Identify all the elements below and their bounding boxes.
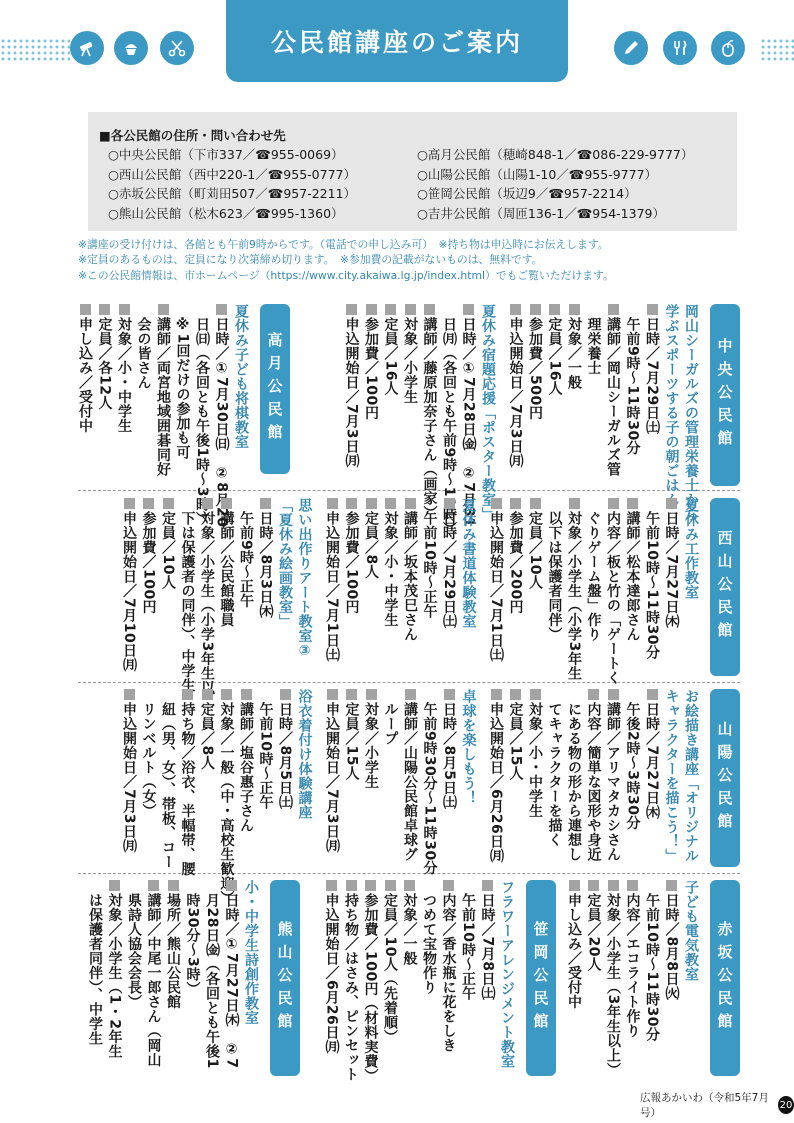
course-detail <box>642 689 662 820</box>
course-detail-text: 午前10時～正午 <box>257 702 274 810</box>
course-detail-text: 対象／一般（中・高校生歓迎） <box>216 689 236 905</box>
course-detail-text: 対象／一般 <box>399 880 419 966</box>
page-title: 公民館講座のご案内 <box>226 0 568 82</box>
course-detail-continued <box>177 498 197 693</box>
address-item: ○西山公民館（西中220-1／☎955-0777） <box>108 166 356 182</box>
header-dots-right <box>760 38 794 62</box>
course-detail <box>211 304 231 527</box>
course-title <box>231 304 251 449</box>
course-detail-text: 対象／小学生（小学3年生 <box>564 498 584 681</box>
section-label: 山陽公民館 <box>710 689 740 867</box>
course-title-text: 卓球を楽しもう！ <box>460 689 477 805</box>
course-detail-text: 日時／①7月28日㈮ ②7月31 <box>458 304 478 527</box>
address-box <box>88 112 737 231</box>
course-detail-text: 講師／坂本茂巳さん <box>400 498 420 642</box>
course-detail-text: 定員／15人 <box>505 689 525 780</box>
course-detail-text: 申込開始日／7月1日㈯ <box>322 498 342 662</box>
course-detail-text: 対象／小学生（1・2年生 <box>104 880 124 1058</box>
course-detail-text: てキャラクターを描く <box>546 702 563 847</box>
course-title-text: 学ぶスポーツする子の朝ごはん <box>663 304 680 507</box>
section-label: 西山公民館 <box>710 498 740 676</box>
course-detail-text: 持ち物／はさみ、ピンセット <box>341 880 361 1082</box>
course-title <box>681 689 701 863</box>
course-detail-text: 月28日㈮（各回とも午後1 <box>204 893 220 1069</box>
course-detail-text: は保護者同伴）、中学生 <box>87 893 103 1046</box>
course-detail-text: 午前10時～正午 <box>460 893 476 1001</box>
course-detail-text: 午前10時～11時30分 <box>644 893 660 1042</box>
course-detail-text: 申込開始日／6月26日㈪ <box>486 689 506 863</box>
course-detail <box>216 689 236 905</box>
address-item: ○熊山公民館（松木623／☎995-1360） <box>108 205 344 221</box>
address-item: ○中央公民館（下市337／☎955-0069） <box>108 147 344 162</box>
course-detail-text: 対象／小学生 <box>361 689 381 789</box>
course-detail <box>75 304 95 433</box>
course-detail <box>114 304 134 433</box>
address-heading: ■各公民館の住所・問い合わせ先 <box>99 128 286 143</box>
course-detail <box>486 689 506 863</box>
course-detail-text: 定員／16人 <box>380 304 400 395</box>
course-detail-continued <box>255 689 275 809</box>
course-detail-text: 内容／香水瓶に花をしき <box>438 880 458 1053</box>
course-title-text: 浴衣着付け体験講座 <box>296 689 313 820</box>
course-title-text: 夏休み宿題応援「ポスター教室」 <box>480 304 496 522</box>
course-detail-continued <box>419 689 439 875</box>
section-label: 笹岡公民館 <box>526 880 556 1076</box>
course-detail-text: 参加費／100円（材料実費） <box>360 880 380 1083</box>
course-detail <box>564 498 584 681</box>
course-detail-text: ぐりゲーム盤」作り <box>585 511 602 642</box>
course-detail-continued <box>192 304 212 526</box>
course-detail <box>439 689 459 809</box>
course-detail-text: 参加費／500円 <box>525 304 545 420</box>
course-detail-continued <box>138 689 158 818</box>
course-detail-continued <box>124 880 144 1009</box>
course-detail-text: 午後2時～3時30分 <box>624 702 641 830</box>
course-detail-text: 日時／①7月30日㈰ ②8月20 <box>211 304 231 527</box>
course-detail-text: 定員／16人 <box>544 304 564 395</box>
course-detail-continued <box>158 689 178 869</box>
section-divider <box>78 490 740 491</box>
course-detail-text: 講師／公民館職員 <box>216 498 236 627</box>
course-detail <box>486 498 506 662</box>
course-detail-text: 日時／7月27日㈭ <box>661 498 681 629</box>
course-detail-text: 申し込み／受付中 <box>75 304 95 433</box>
course-detail-text: ※1回だけの参加も可 <box>174 317 191 460</box>
course-title <box>241 880 261 1025</box>
course-detail-text: 会の皆さん <box>135 317 152 390</box>
course-detail-text: 日時／8月5日㈯ <box>275 689 295 809</box>
course-detail-text: つめて宝物作り <box>421 893 437 995</box>
address-item: ○笹岡公民館（坂辺9／☎957-2214） <box>417 186 637 201</box>
mouse-icon <box>711 31 745 65</box>
course-detail-text: 参加費／100円 <box>138 498 158 614</box>
course-detail-text: 対象／一般 <box>564 304 584 390</box>
course-detail-text: 日時／7月29日㈯ <box>439 498 459 629</box>
course-detail-text: 紐（男、女）、帯板、コー <box>160 702 176 869</box>
course-detail <box>163 880 183 1009</box>
course-detail <box>622 498 642 642</box>
course-detail-text: 以下は保護者同伴） <box>546 511 563 642</box>
course-detail <box>361 498 381 579</box>
fork-knife-icon <box>663 31 697 65</box>
course-title <box>294 689 314 820</box>
course-detail-continued <box>544 498 564 642</box>
section-label: 赤坂公民館 <box>710 880 740 1076</box>
section-nishiyama <box>82 498 740 696</box>
course-title <box>275 498 295 629</box>
course-detail <box>221 880 241 1068</box>
course-title-text: キャラクターを描こう！」 <box>663 689 680 863</box>
course-detail <box>158 498 178 589</box>
course-detail <box>505 689 525 780</box>
address-list-right <box>417 145 693 223</box>
course-title <box>458 498 478 629</box>
course-detail-text: 日時／①7月27日㈭ ②7 <box>221 880 241 1068</box>
course-detail-continued <box>182 880 202 996</box>
course-detail-text: 申込開始日／6月26日㈪ <box>321 880 341 1054</box>
notes <box>78 237 614 283</box>
course-title-text: お絵描き講座「オリジナル <box>683 689 699 863</box>
course-detail-text: 午前9時～正午 <box>238 511 254 609</box>
scissors-icon <box>160 31 194 65</box>
course-detail-continued <box>380 689 400 746</box>
course-detail <box>322 689 342 853</box>
course-detail-continued <box>133 304 153 390</box>
address-item: ○赤坂公民館（町苅田507／☎957-2211） <box>108 186 357 201</box>
course-title-text: 夏休み工作教室 <box>683 498 699 600</box>
course-detail <box>583 689 603 862</box>
course-detail <box>197 689 217 770</box>
course-detail <box>143 880 163 1067</box>
course-detail-continued <box>642 498 662 659</box>
course-detail-text: 講師／山陽公民館卓球グ <box>400 689 420 862</box>
course-detail <box>439 498 459 629</box>
address-item: ○吉井公民館（周匝136-1／☎954-1379） <box>417 205 665 221</box>
course-detail <box>603 689 623 862</box>
course-detail-text: 講師／塩谷惠子さん <box>236 689 256 833</box>
course-detail-text: 時30分～3時） <box>184 893 201 997</box>
course-title-text: 思い出作りアート教室③ <box>296 498 313 660</box>
course-detail <box>400 689 420 862</box>
course-detail-text: 日㈪（各回とも午前9時～11時） <box>441 317 457 537</box>
header-dots-left <box>0 38 70 62</box>
course-detail-text: 参加費／200円 <box>505 498 525 614</box>
course-detail-text: 下は保護者の同伴）、中学生 <box>179 511 196 693</box>
course-detail-continued <box>85 880 105 1046</box>
course-detail <box>322 498 342 662</box>
course-detail-text: 講師／中尾一郎さん（岡山 <box>143 880 163 1067</box>
course-detail-text: 申込開始日／7月10日㈪ <box>119 498 139 672</box>
course-detail-text: 対象／小・中学生 <box>380 498 400 627</box>
course-detail-text: 午前10時～11時30分 <box>644 511 660 660</box>
cupcake-icon <box>114 31 148 65</box>
course-detail-text: 申込開始日／7月3日㈪ <box>322 689 342 853</box>
course-detail-text: 県詩人協会会長） <box>126 893 142 1009</box>
course-detail-text: 内容／板と竹の「ゲートく <box>603 498 623 685</box>
course-detail <box>341 689 361 780</box>
course-detail-text: 定員／各12人 <box>94 304 114 410</box>
course-detail-text: 対象／小・中学生 <box>525 689 545 818</box>
course-title-text: 夏休み書道体験教室 <box>460 498 477 629</box>
course-detail-text: 定員／8人 <box>361 498 381 579</box>
course-title-text: 「夏休み絵画教室」 <box>277 498 293 629</box>
course-detail-text: ループ <box>382 702 399 746</box>
course-detail-text: 講師／アリマタカシさん <box>603 689 623 862</box>
course-detail-text: 日時／7月29日㈯ <box>642 304 662 435</box>
course-detail <box>341 498 361 614</box>
course-detail-text: 持ち物／浴衣、半幅帯、腰 <box>177 689 197 876</box>
course-detail-text: 日時／8月8日㈫ <box>661 880 681 1000</box>
course-detail-text: 日時／8月3日㈭ <box>255 498 275 618</box>
note-line: ※この公民館情報は、市ホームページ（https://www.city.akaiwa.lg.jp/index.html）でもご覧いただけます。 <box>78 268 614 282</box>
course-detail <box>275 689 295 809</box>
course-detail-text: 日㈰（各回とも午後1時～3時） <box>194 317 210 526</box>
course-detail <box>525 498 545 589</box>
course-detail-text: 申込開始日／7月3日㈪ <box>119 689 139 853</box>
course-title <box>681 498 701 600</box>
course-detail-text: 午前9時～11時30分 <box>624 317 641 456</box>
page-footer <box>640 1090 794 1120</box>
course-title-text: 岡山シーガルズの管理栄養士から <box>683 304 699 522</box>
course-detail-continued <box>544 689 564 847</box>
course-detail <box>603 498 623 685</box>
course-detail <box>380 498 400 627</box>
course-detail-text: 対象／小・中学生 <box>114 304 134 433</box>
section-label: 高月公民館 <box>260 304 290 474</box>
telescope-icon <box>70 31 104 65</box>
course-title <box>661 689 681 863</box>
course-detail <box>104 880 124 1058</box>
course-detail <box>216 498 236 627</box>
course-detail-text: 申し込み／受付中 <box>564 880 584 1009</box>
course-title-text: 夏休み子ども将棋教室 <box>233 304 249 449</box>
course-detail-text: 午前9時30分～11時30分 <box>421 702 438 876</box>
course-title-text: 小・中学生詩創作教室 <box>243 880 259 1025</box>
publication-name: 広報あかいわ（令和5年7月号） <box>640 1092 769 1119</box>
course-detail-text: 定員／10人 <box>158 498 178 589</box>
course-detail-text: リンベルト（女） <box>140 702 157 818</box>
course-detail-text: 理栄養士 <box>585 317 602 375</box>
course-detail-text: 対象／小学生（小学3年生以 <box>197 498 217 695</box>
course-detail-text: 申込開始日／7月3日㈪ <box>341 304 361 468</box>
section-kumayama <box>82 880 740 1076</box>
address-item: ○高月公民館（穂崎848-1／☎086-229-9777） <box>417 147 694 162</box>
section-sanyo <box>82 689 740 905</box>
course-title <box>458 689 478 805</box>
course-detail-text: 講師／藤原加奈子さん（画家） <box>419 304 439 520</box>
address-item: ○山陽公民館（山陽1-10／☎955-9777） <box>417 166 658 182</box>
section-label: 中央公民館 <box>710 304 740 486</box>
course-detail <box>361 689 381 789</box>
course-detail <box>119 689 139 853</box>
course-detail-text: にある物の形から連想し <box>566 702 582 862</box>
course-detail-text: 定員／8人 <box>197 689 217 770</box>
course-detail <box>138 498 158 614</box>
course-detail <box>236 689 256 833</box>
address-list-left <box>108 145 356 223</box>
course-detail-text: 対象／小学生 <box>400 304 420 404</box>
course-detail-text: 日時／8月5日㈯ <box>439 689 459 809</box>
course-detail-continued <box>419 498 439 618</box>
course-detail-continued <box>622 689 642 830</box>
course-title-text: 子ども電気教室 <box>683 880 699 982</box>
course-detail <box>119 498 139 672</box>
course-title <box>294 498 314 660</box>
course-detail-text: 午前10時～正午 <box>421 511 438 619</box>
course-detail-text: 定員／20人 <box>583 880 603 971</box>
course-detail <box>661 498 681 629</box>
pencil-icon <box>614 31 648 65</box>
course-detail <box>153 304 173 477</box>
course-detail-text: 日時／7月27日㈭ <box>642 689 662 820</box>
note-line: ※講座の受け付けは、各館とも午前9時からです。（電話での申し込み可） ※持ち物は申込時にお伝えします。 <box>78 238 609 251</box>
course-detail-text: 申込開始日／7月3日㈪ <box>505 304 525 468</box>
course-title-text: フラワーアレンジメント教室 <box>499 880 515 1069</box>
course-detail-text: 内容／簡単な図形や身近 <box>583 689 603 862</box>
course-detail-continued <box>172 304 192 460</box>
course-detail-text: 講師／松本達郎さん <box>622 498 642 642</box>
course-detail-text: 内容／エコライト作り <box>622 880 642 1038</box>
note-line: ※定員のあるものは、定員になり次第締め切ります。 ※参加費の記載がないものは、無料です。 <box>78 253 543 267</box>
course-detail <box>400 498 420 642</box>
course-detail-text: 参加費／100円 <box>361 304 381 420</box>
course-detail-text: 講師／両宮地域囲碁同好 <box>153 304 173 477</box>
course-detail-continued <box>236 498 256 608</box>
course-detail <box>255 498 275 618</box>
course-detail-text: 参加費／100円 <box>341 498 361 614</box>
course-detail-text: 場所／熊山公民館 <box>163 880 183 1009</box>
course-detail-text: 定員／10人 <box>525 498 545 589</box>
course-detail <box>525 689 545 818</box>
course-detail <box>94 304 114 410</box>
course-detail-text: 対象／小学生（3年生以上） <box>603 880 623 1077</box>
course-detail-continued <box>564 689 584 862</box>
course-detail-continued <box>202 880 222 1069</box>
section-takatsuki <box>77 304 740 528</box>
page-number: 20 <box>778 1096 794 1114</box>
course-detail <box>197 498 217 695</box>
course-detail-text: 日時／7月8日㈯ <box>477 880 497 1000</box>
course-detail <box>505 498 525 614</box>
course-detail-text: 申込開始日／7月1日㈯ <box>486 498 506 662</box>
course-detail-text: 定員／10人（先着順） <box>380 880 400 1044</box>
course-detail-text: 講師／岡山シーガルズ管 <box>603 304 623 477</box>
course-detail-text: 定員／15人 <box>341 689 361 780</box>
course-detail-continued <box>583 498 603 642</box>
course-detail <box>177 689 197 876</box>
section-label: 熊山公民館 <box>270 880 300 1076</box>
